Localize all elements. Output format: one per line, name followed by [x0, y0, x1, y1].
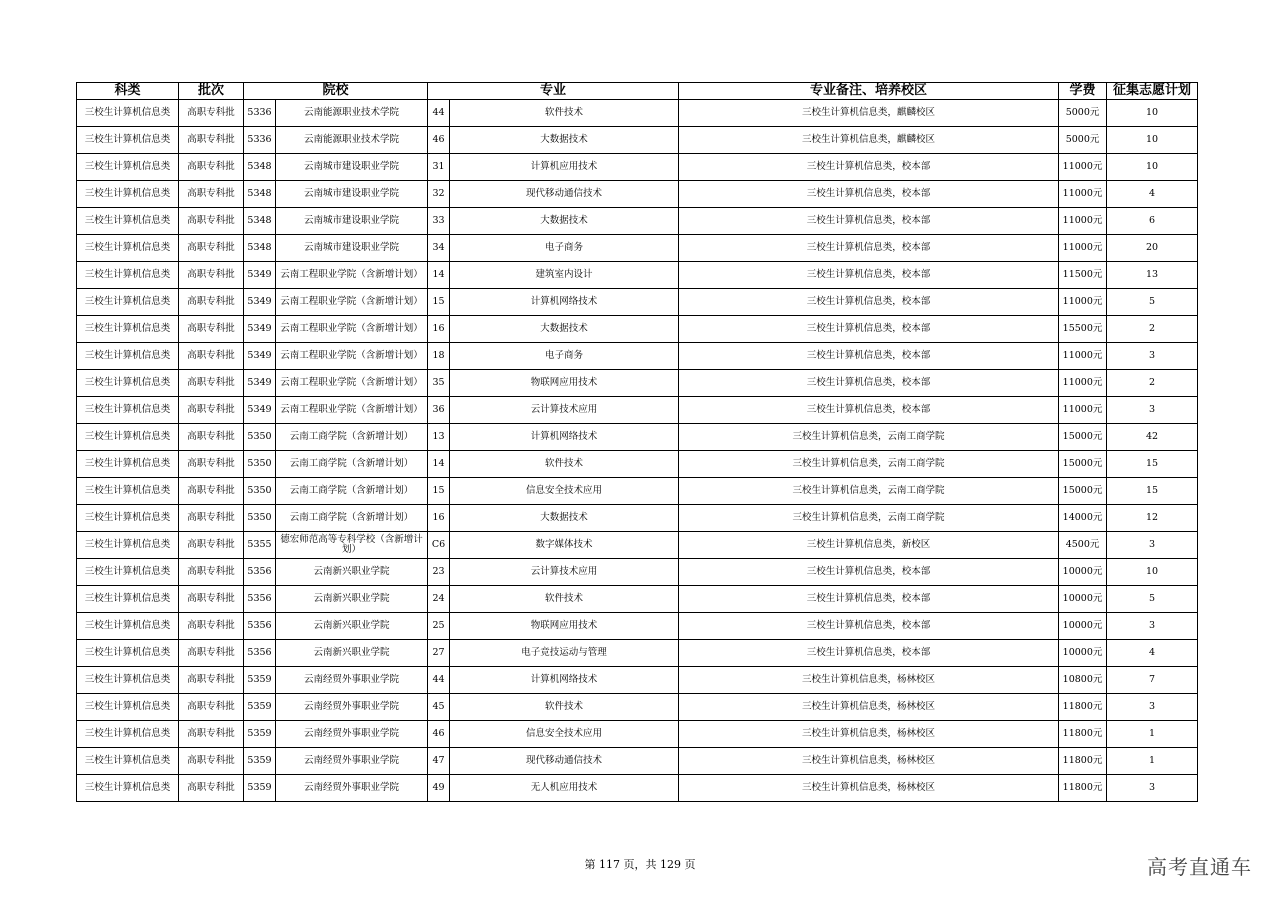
batch-cell: 高职专科批	[179, 775, 244, 802]
school-name-cell: 云南工商学院（含新增计划）	[276, 451, 428, 478]
plan-cell: 13	[1107, 262, 1198, 289]
school-name-cell: 云南工程职业学院（含新增计划）	[276, 343, 428, 370]
batch-cell: 高职专科批	[179, 100, 244, 127]
plan-cell: 10	[1107, 559, 1198, 586]
major-name-cell: 信息安全技术应用	[450, 721, 679, 748]
plan-cell: 3	[1107, 343, 1198, 370]
fee-cell: 10000元	[1059, 559, 1107, 586]
school-code-cell: 5350	[244, 424, 276, 451]
major-code-cell: 31	[428, 154, 450, 181]
fee-cell: 11800元	[1059, 694, 1107, 721]
major-name-cell: 电子商务	[450, 235, 679, 262]
school-code-cell: 5356	[244, 640, 276, 667]
header-plan: 征集志愿计划	[1107, 83, 1198, 100]
batch-cell: 高职专科批	[179, 694, 244, 721]
notes-cell: 三校生计算机信息类，校本部	[679, 613, 1059, 640]
school-name-cell: 云南工程职业学院（含新增计划）	[276, 370, 428, 397]
school-code-cell: 5356	[244, 559, 276, 586]
table-body	[77, 100, 1198, 802]
table-row	[77, 397, 1198, 424]
batch-cell: 高职专科批	[179, 586, 244, 613]
notes-cell: 三校生计算机信息类，云南工商学院	[679, 505, 1059, 532]
category-cell: 三校生计算机信息类	[77, 127, 179, 154]
major-code-cell: 45	[428, 694, 450, 721]
major-code-cell: 15	[428, 289, 450, 316]
fee-cell: 4500元	[1059, 532, 1107, 559]
notes-cell: 三校生计算机信息类，校本部	[679, 397, 1059, 424]
major-name-cell: 大数据技术	[450, 316, 679, 343]
plan-cell: 15	[1107, 478, 1198, 505]
major-code-cell: 46	[428, 127, 450, 154]
major-code-cell: 33	[428, 208, 450, 235]
fee-cell: 11000元	[1059, 343, 1107, 370]
table-row	[77, 748, 1198, 775]
major-code-cell: 16	[428, 316, 450, 343]
major-name-cell: 软件技术	[450, 451, 679, 478]
header-school: 院校	[244, 83, 428, 100]
school-code-cell: 5348	[244, 208, 276, 235]
plan-cell: 1	[1107, 748, 1198, 775]
category-cell: 三校生计算机信息类	[77, 181, 179, 208]
table-row	[77, 289, 1198, 316]
table-row	[77, 667, 1198, 694]
major-code-cell: 44	[428, 100, 450, 127]
plan-cell: 10	[1107, 100, 1198, 127]
school-code-cell: 5348	[244, 235, 276, 262]
plan-cell: 42	[1107, 424, 1198, 451]
major-code-cell: 14	[428, 262, 450, 289]
notes-cell: 三校生计算机信息类，云南工商学院	[679, 478, 1059, 505]
plan-cell: 4	[1107, 181, 1198, 208]
school-code-cell: 5349	[244, 397, 276, 424]
fee-cell: 11000元	[1059, 154, 1107, 181]
major-name-cell: 计算机网络技术	[450, 424, 679, 451]
major-name-cell: 物联网应用技术	[450, 613, 679, 640]
table-row	[77, 235, 1198, 262]
major-name-cell: 云计算技术应用	[450, 397, 679, 424]
fee-cell: 11800元	[1059, 721, 1107, 748]
category-cell: 三校生计算机信息类	[77, 397, 179, 424]
category-cell: 三校生计算机信息类	[77, 154, 179, 181]
plan-cell: 20	[1107, 235, 1198, 262]
school-code-cell: 5359	[244, 667, 276, 694]
plan-cell: 2	[1107, 316, 1198, 343]
plan-cell: 3	[1107, 613, 1198, 640]
major-code-cell: 15	[428, 478, 450, 505]
table-row	[77, 775, 1198, 802]
school-name-cell: 云南城市建设职业学院	[276, 235, 428, 262]
table-row	[77, 559, 1198, 586]
table-row	[77, 370, 1198, 397]
school-code-cell: 5350	[244, 478, 276, 505]
batch-cell: 高职专科批	[179, 208, 244, 235]
fee-cell: 15000元	[1059, 451, 1107, 478]
plan-cell: 15	[1107, 451, 1198, 478]
school-code-cell: 5348	[244, 154, 276, 181]
major-name-cell: 物联网应用技术	[450, 370, 679, 397]
notes-cell: 三校生计算机信息类，校本部	[679, 343, 1059, 370]
notes-cell: 三校生计算机信息类，校本部	[679, 586, 1059, 613]
category-cell: 三校生计算机信息类	[77, 370, 179, 397]
major-name-cell: 建筑室内设计	[450, 262, 679, 289]
table-header-row	[77, 83, 1198, 100]
major-name-cell: 现代移动通信技术	[450, 748, 679, 775]
batch-cell: 高职专科批	[179, 262, 244, 289]
school-name-cell: 云南工程职业学院（含新增计划）	[276, 262, 428, 289]
school-name-cell: 德宏师范高等专科学校（含新增计划）	[276, 532, 428, 559]
table-row	[77, 532, 1198, 559]
category-cell: 三校生计算机信息类	[77, 343, 179, 370]
batch-cell: 高职专科批	[179, 127, 244, 154]
category-cell: 三校生计算机信息类	[77, 694, 179, 721]
fee-cell: 11000元	[1059, 370, 1107, 397]
plan-cell: 3	[1107, 694, 1198, 721]
plan-cell: 3	[1107, 397, 1198, 424]
table-row	[77, 613, 1198, 640]
major-name-cell: 软件技术	[450, 100, 679, 127]
school-code-cell: 5348	[244, 181, 276, 208]
school-name-cell: 云南经贸外事职业学院	[276, 748, 428, 775]
batch-cell: 高职专科批	[179, 154, 244, 181]
major-name-cell: 计算机网络技术	[450, 289, 679, 316]
major-code-cell: 18	[428, 343, 450, 370]
batch-cell: 高职专科批	[179, 289, 244, 316]
school-name-cell: 云南能源职业技术学院	[276, 100, 428, 127]
fee-cell: 15500元	[1059, 316, 1107, 343]
school-name-cell: 云南新兴职业学院	[276, 613, 428, 640]
table-row	[77, 586, 1198, 613]
notes-cell: 三校生计算机信息类，校本部	[679, 154, 1059, 181]
fee-cell: 11000元	[1059, 208, 1107, 235]
category-cell: 三校生计算机信息类	[77, 208, 179, 235]
fee-cell: 5000元	[1059, 100, 1107, 127]
major-code-cell: 14	[428, 451, 450, 478]
school-code-cell: 5359	[244, 694, 276, 721]
fee-cell: 10000元	[1059, 640, 1107, 667]
major-code-cell: 25	[428, 613, 450, 640]
major-name-cell: 无人机应用技术	[450, 775, 679, 802]
plan-cell: 3	[1107, 775, 1198, 802]
school-name-cell: 云南经贸外事职业学院	[276, 721, 428, 748]
fee-cell: 15000元	[1059, 424, 1107, 451]
notes-cell: 三校生计算机信息类，杨林校区	[679, 748, 1059, 775]
school-code-cell: 5336	[244, 127, 276, 154]
plan-cell: 6	[1107, 208, 1198, 235]
batch-cell: 高职专科批	[179, 181, 244, 208]
major-code-cell: C6	[428, 532, 450, 559]
category-cell: 三校生计算机信息类	[77, 721, 179, 748]
school-code-cell: 5336	[244, 100, 276, 127]
notes-cell: 三校生计算机信息类，校本部	[679, 208, 1059, 235]
category-cell: 三校生计算机信息类	[77, 559, 179, 586]
major-code-cell: 23	[428, 559, 450, 586]
category-cell: 三校生计算机信息类	[77, 532, 179, 559]
school-code-cell: 5355	[244, 532, 276, 559]
fee-cell: 10800元	[1059, 667, 1107, 694]
category-cell: 三校生计算机信息类	[77, 235, 179, 262]
category-cell: 三校生计算机信息类	[77, 451, 179, 478]
table-row	[77, 316, 1198, 343]
header-category: 科类	[77, 83, 179, 100]
school-code-cell: 5349	[244, 289, 276, 316]
major-code-cell: 46	[428, 721, 450, 748]
table-row	[77, 721, 1198, 748]
major-name-cell: 软件技术	[450, 694, 679, 721]
batch-cell: 高职专科批	[179, 721, 244, 748]
fee-cell: 10000元	[1059, 586, 1107, 613]
school-code-cell: 5349	[244, 343, 276, 370]
major-name-cell: 数字媒体技术	[450, 532, 679, 559]
major-name-cell: 大数据技术	[450, 127, 679, 154]
category-cell: 三校生计算机信息类	[77, 478, 179, 505]
batch-cell: 高职专科批	[179, 478, 244, 505]
batch-cell: 高职专科批	[179, 343, 244, 370]
plan-cell: 1	[1107, 721, 1198, 748]
plan-cell: 4	[1107, 640, 1198, 667]
batch-cell: 高职专科批	[179, 667, 244, 694]
fee-cell: 11000元	[1059, 181, 1107, 208]
fee-cell: 11800元	[1059, 748, 1107, 775]
school-name-cell: 云南经贸外事职业学院	[276, 775, 428, 802]
category-cell: 三校生计算机信息类	[77, 316, 179, 343]
school-name-cell: 云南新兴职业学院	[276, 640, 428, 667]
major-name-cell: 电子竞技运动与管理	[450, 640, 679, 667]
batch-cell: 高职专科批	[179, 613, 244, 640]
major-name-cell: 大数据技术	[450, 505, 679, 532]
school-name-cell: 云南工程职业学院（含新增计划）	[276, 316, 428, 343]
header-major: 专业	[428, 83, 679, 100]
batch-cell: 高职专科批	[179, 370, 244, 397]
fee-cell: 11000元	[1059, 289, 1107, 316]
school-name-cell: 云南工程职业学院（含新增计划）	[276, 289, 428, 316]
fee-cell: 11000元	[1059, 397, 1107, 424]
major-code-cell: 24	[428, 586, 450, 613]
major-code-cell: 47	[428, 748, 450, 775]
school-name-cell: 云南经贸外事职业学院	[276, 694, 428, 721]
major-name-cell: 现代移动通信技术	[450, 181, 679, 208]
batch-cell: 高职专科批	[179, 748, 244, 775]
notes-cell: 三校生计算机信息类，校本部	[679, 181, 1059, 208]
major-code-cell: 34	[428, 235, 450, 262]
category-cell: 三校生计算机信息类	[77, 775, 179, 802]
fee-cell: 10000元	[1059, 613, 1107, 640]
school-name-cell: 云南新兴职业学院	[276, 559, 428, 586]
batch-cell: 高职专科批	[179, 397, 244, 424]
notes-cell: 三校生计算机信息类，校本部	[679, 559, 1059, 586]
batch-cell: 高职专科批	[179, 316, 244, 343]
plan-cell: 5	[1107, 289, 1198, 316]
major-code-cell: 35	[428, 370, 450, 397]
major-name-cell: 大数据技术	[450, 208, 679, 235]
notes-cell: 三校生计算机信息类，杨林校区	[679, 667, 1059, 694]
major-code-cell: 13	[428, 424, 450, 451]
table-row	[77, 127, 1198, 154]
table-row	[77, 424, 1198, 451]
header-batch: 批次	[179, 83, 244, 100]
table-row	[77, 181, 1198, 208]
batch-cell: 高职专科批	[179, 451, 244, 478]
major-code-cell: 27	[428, 640, 450, 667]
table-row	[77, 640, 1198, 667]
notes-cell: 三校生计算机信息类，云南工商学院	[679, 424, 1059, 451]
notes-cell: 三校生计算机信息类，麒麟校区	[679, 127, 1059, 154]
category-cell: 三校生计算机信息类	[77, 289, 179, 316]
major-name-cell: 计算机应用技术	[450, 154, 679, 181]
school-name-cell: 云南城市建设职业学院	[276, 208, 428, 235]
school-name-cell: 云南能源职业技术学院	[276, 127, 428, 154]
school-code-cell: 5350	[244, 451, 276, 478]
school-code-cell: 5349	[244, 370, 276, 397]
major-name-cell: 电子商务	[450, 343, 679, 370]
category-cell: 三校生计算机信息类	[77, 748, 179, 775]
school-name-cell: 云南工商学院（含新增计划）	[276, 505, 428, 532]
school-name-cell: 云南城市建设职业学院	[276, 181, 428, 208]
major-code-cell: 49	[428, 775, 450, 802]
notes-cell: 三校生计算机信息类，新校区	[679, 532, 1059, 559]
school-code-cell: 5359	[244, 748, 276, 775]
category-cell: 三校生计算机信息类	[77, 262, 179, 289]
school-code-cell: 5349	[244, 316, 276, 343]
notes-cell: 三校生计算机信息类，校本部	[679, 235, 1059, 262]
major-code-cell: 32	[428, 181, 450, 208]
table-row	[77, 262, 1198, 289]
school-code-cell: 5350	[244, 505, 276, 532]
category-cell: 三校生计算机信息类	[77, 640, 179, 667]
plan-cell: 10	[1107, 154, 1198, 181]
fee-cell: 11800元	[1059, 775, 1107, 802]
batch-cell: 高职专科批	[179, 532, 244, 559]
fee-cell: 11500元	[1059, 262, 1107, 289]
major-code-cell: 44	[428, 667, 450, 694]
batch-cell: 高职专科批	[179, 424, 244, 451]
plan-cell: 5	[1107, 586, 1198, 613]
plan-cell: 10	[1107, 127, 1198, 154]
notes-cell: 三校生计算机信息类，杨林校区	[679, 721, 1059, 748]
category-cell: 三校生计算机信息类	[77, 667, 179, 694]
table-row	[77, 505, 1198, 532]
major-name-cell: 云计算技术应用	[450, 559, 679, 586]
batch-cell: 高职专科批	[179, 505, 244, 532]
table-row	[77, 208, 1198, 235]
major-code-cell: 16	[428, 505, 450, 532]
notes-cell: 三校生计算机信息类，校本部	[679, 640, 1059, 667]
school-code-cell: 5359	[244, 721, 276, 748]
category-cell: 三校生计算机信息类	[77, 505, 179, 532]
school-name-cell: 云南工商学院（含新增计划）	[276, 478, 428, 505]
header-fee: 学费	[1059, 83, 1107, 100]
admission-plan-table	[76, 82, 1198, 802]
notes-cell: 三校生计算机信息类，杨林校区	[679, 775, 1059, 802]
table-row	[77, 100, 1198, 127]
fee-cell: 11000元	[1059, 235, 1107, 262]
school-code-cell: 5356	[244, 586, 276, 613]
watermark-logo-text: 高考直通车	[1147, 855, 1252, 879]
school-name-cell: 云南经贸外事职业学院	[276, 667, 428, 694]
table-row	[77, 478, 1198, 505]
school-name-cell: 云南城市建设职业学院	[276, 154, 428, 181]
fee-cell: 14000元	[1059, 505, 1107, 532]
school-name-cell: 云南新兴职业学院	[276, 586, 428, 613]
notes-cell: 三校生计算机信息类，杨林校区	[679, 694, 1059, 721]
table-row	[77, 154, 1198, 181]
major-name-cell: 计算机网络技术	[450, 667, 679, 694]
category-cell: 三校生计算机信息类	[77, 424, 179, 451]
fee-cell: 15000元	[1059, 478, 1107, 505]
table-row	[77, 451, 1198, 478]
batch-cell: 高职专科批	[179, 559, 244, 586]
fee-cell: 5000元	[1059, 127, 1107, 154]
major-name-cell: 软件技术	[450, 586, 679, 613]
category-cell: 三校生计算机信息类	[77, 586, 179, 613]
batch-cell: 高职专科批	[179, 235, 244, 262]
category-cell: 三校生计算机信息类	[77, 100, 179, 127]
plan-cell: 12	[1107, 505, 1198, 532]
plan-cell: 2	[1107, 370, 1198, 397]
notes-cell: 三校生计算机信息类，校本部	[679, 370, 1059, 397]
category-cell: 三校生计算机信息类	[77, 613, 179, 640]
notes-cell: 三校生计算机信息类，云南工商学院	[679, 451, 1059, 478]
school-code-cell: 5349	[244, 262, 276, 289]
school-code-cell: 5359	[244, 775, 276, 802]
page-number: 第 117 页，共 129 页	[584, 858, 696, 871]
notes-cell: 三校生计算机信息类，校本部	[679, 262, 1059, 289]
table-row	[77, 343, 1198, 370]
notes-cell: 三校生计算机信息类，麒麟校区	[679, 100, 1059, 127]
notes-cell: 三校生计算机信息类，校本部	[679, 289, 1059, 316]
notes-cell: 三校生计算机信息类，校本部	[679, 316, 1059, 343]
school-code-cell: 5356	[244, 613, 276, 640]
header-notes: 专业备注、培养校区	[679, 83, 1059, 100]
plan-cell: 3	[1107, 532, 1198, 559]
table-row	[77, 694, 1198, 721]
school-name-cell: 云南工程职业学院（含新增计划）	[276, 397, 428, 424]
batch-cell: 高职专科批	[179, 640, 244, 667]
major-name-cell: 信息安全技术应用	[450, 478, 679, 505]
major-code-cell: 36	[428, 397, 450, 424]
school-name-cell: 云南工商学院（含新增计划）	[276, 424, 428, 451]
plan-cell: 7	[1107, 667, 1198, 694]
